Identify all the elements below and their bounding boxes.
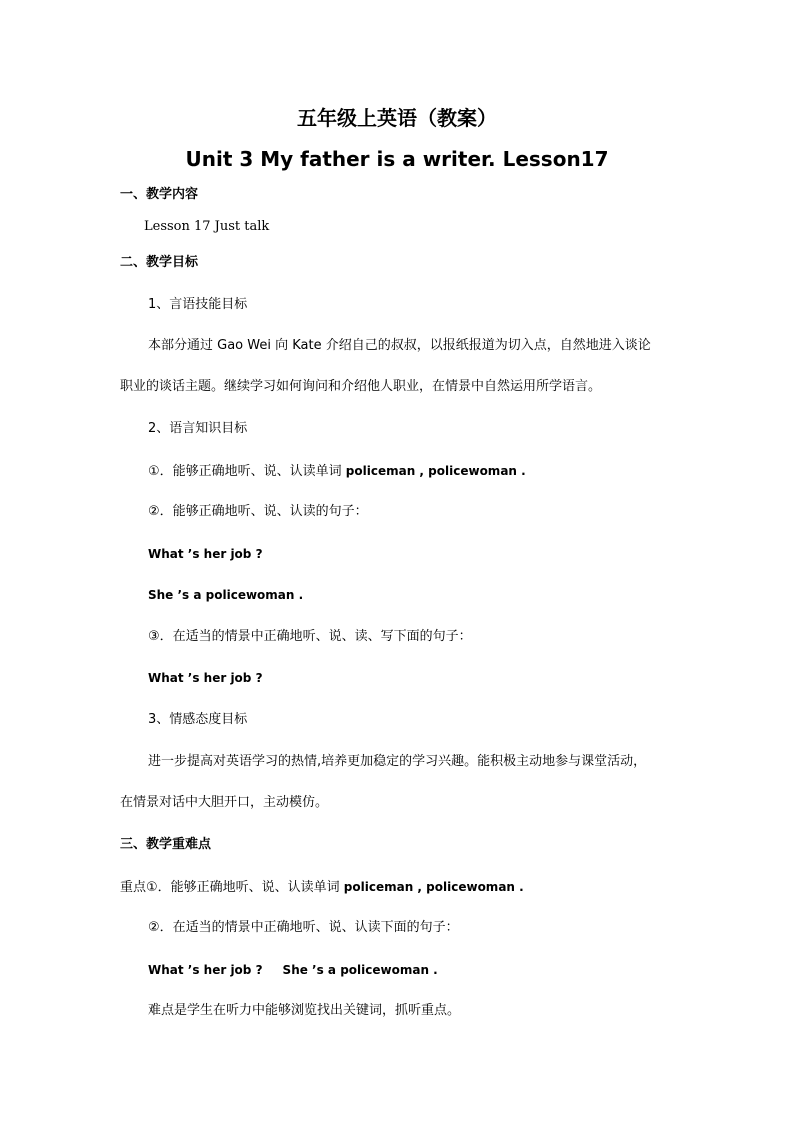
document-title: 五年级上英语（教案） <box>297 106 497 130</box>
key-point-1-words: policeman , policewoman . <box>343 880 524 894</box>
objective-heading-attitude: 3、情感态度目标 <box>148 712 248 727</box>
lesson-content: Lesson 17 Just talk <box>144 219 270 234</box>
difficulty-point: 难点是学生在听力中能够浏览找出关键词，抓听重点。 <box>148 1003 461 1018</box>
key-point-sentences <box>148 961 438 979</box>
skills-paragraph-line-2: 职业的谈话主题。继续学习如何询问和介绍他人职业，在情景中自然运用所学语言。 <box>120 379 602 394</box>
knowledge-question-2: What ’s her job ? <box>148 671 263 685</box>
knowledge-item-2: ②．能够正确地听、说、认读的句子： <box>148 504 368 519</box>
knowledge-item-1-words: policeman , policewoman . <box>345 464 526 478</box>
document-subtitle: Unit 3 My father is a writer. Lesson17 <box>185 147 609 171</box>
section-heading-key-points: 三、教学重难点 <box>120 837 212 852</box>
section-heading-content: 一、教学内容 <box>120 187 199 202</box>
attitude-paragraph-line-1: 进一步提高对英语学习的热情,培养更加稳定的学习兴趣。能积极主动地参与课堂活动， <box>148 754 647 769</box>
knowledge-question-1: What ’s her job ? <box>148 547 263 561</box>
key-point-1 <box>120 878 524 897</box>
objective-heading-knowledge: 2、语言知识目标 <box>148 421 248 436</box>
knowledge-answer-1: She ’s a policewoman . <box>148 588 304 602</box>
knowledge-item-1-text: ①．能够正确地听、说、认读单词 <box>148 464 346 479</box>
skills-paragraph-line-1: 本部分通过 Gao Wei 向 Kate 介绍自己的叔叔，以报纸报道为切入点，自然地进入谈论 <box>148 338 651 353</box>
knowledge-item-3: ③．在适当的情景中正确地听、说、读、写下面的句子： <box>148 629 472 644</box>
objective-heading-skills: 1、言语技能目标 <box>148 297 248 312</box>
key-point-2: ②．在适当的情景中正确地听、说、认读下面的句子： <box>148 920 459 935</box>
knowledge-item-1 <box>148 462 526 481</box>
key-point-question: What ’s her job ? <box>148 963 263 977</box>
key-point-answer: She ’s a policewoman . <box>282 963 438 977</box>
attitude-paragraph-line-2: 在情景对话中大胆开口，主动模仿。 <box>120 795 329 810</box>
key-point-1-text: 重点①．能够正确地听、说、认读单词 <box>120 880 344 895</box>
section-heading-objectives: 二、教学目标 <box>120 255 199 270</box>
